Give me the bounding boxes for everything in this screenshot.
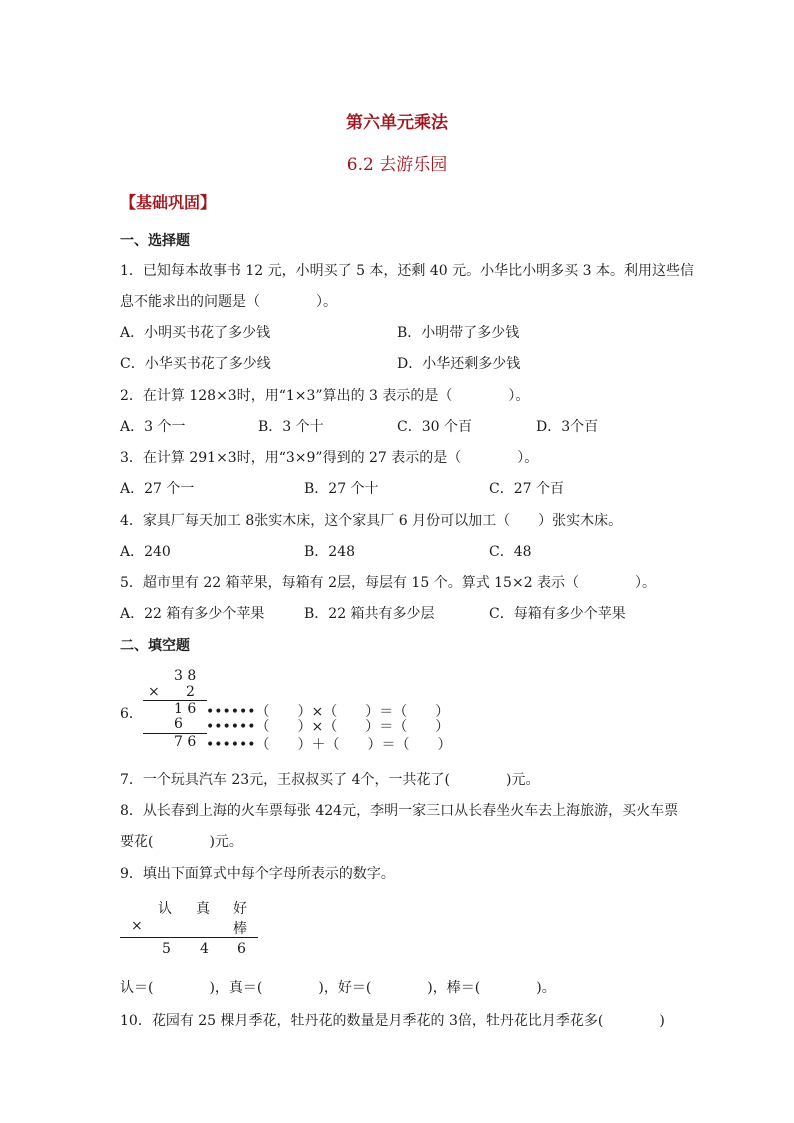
question-10: 10．花园有 25 棵月季花，牡丹花的数量是月季花的 3倍，牡丹花比月季花多( ) xyxy=(120,1013,665,1029)
digit-6: 6 xyxy=(237,941,246,957)
digit-5: 5 xyxy=(162,941,171,957)
option-c: C．小华买书花了多少线 xyxy=(120,356,271,372)
option-a: A．小明买书花了多少钱 xyxy=(120,325,271,341)
char-hao: 好 xyxy=(233,901,247,917)
question-7: 7．一个玩具汽车 23元，王叔叔买了 4个，一共花了( )元。 xyxy=(120,772,540,788)
option-a: A．22 箱有多少个苹果 xyxy=(120,606,265,622)
section-tag: 【基础巩固】 xyxy=(120,193,217,212)
option-a: A．240 xyxy=(120,544,171,560)
option-b: B．248 xyxy=(304,544,356,560)
times-sign: × xyxy=(131,918,143,934)
blank-line-3: ••••••（ ）＋（ ）＝（ ） xyxy=(206,737,452,753)
question-text: 8．从长春到上海的火车票每张 424元，李明一家三口从长春坐火车去上海旅游，买火车票 xyxy=(120,803,679,819)
page-subtitle: 6.2 去游乐园 xyxy=(346,155,448,175)
question-text: 1．已知每本故事书 12 元，小明买了 5 本，还剩 40 元。小华比小明多买 3 本。利用这些信 xyxy=(120,263,694,279)
option-b: B．27 个十 xyxy=(304,481,379,497)
partial-product-2: 6 xyxy=(174,716,183,732)
product: 7 6 xyxy=(174,734,197,750)
blank-line-2: ••••••（ ）×（ ）＝（ ） xyxy=(206,719,450,735)
char-ren: 认 xyxy=(158,901,172,917)
option-b: B．22 箱共有多少层 xyxy=(304,606,435,622)
multiplier: 2 xyxy=(186,684,195,700)
multiplicand: 3 8 xyxy=(174,668,197,684)
option-b: B．3 个十 xyxy=(258,419,324,435)
option-a: A．3 个一 xyxy=(120,419,186,435)
option-d: D．小华还剩多少钱 xyxy=(397,356,521,372)
times-sign: × xyxy=(148,684,160,700)
digit-4: 4 xyxy=(200,941,209,957)
question-text: 息不能求出的问题是（ ）。 xyxy=(120,294,337,310)
question-text: 9．填出下面算式中每个字母所表示的数字。 xyxy=(120,866,395,882)
question-number: 6． xyxy=(120,706,143,722)
rule-line xyxy=(120,937,258,938)
page-title: 第六单元乘法 xyxy=(346,113,448,133)
char-bang: 棒 xyxy=(233,921,247,937)
option-c: C．30 个百 xyxy=(397,419,472,435)
part1-heading: 一、选择题 xyxy=(120,233,190,249)
blank-line-1: ••••••（ ）×（ ）＝（ ） xyxy=(206,704,450,720)
question-text: 要花( )元。 xyxy=(120,834,243,850)
question-text: 3．在计算 291×3时，用“3×9”得到的 27 表示的是（ ）。 xyxy=(120,450,539,466)
answer-blanks: 认＝( )，真＝( )，好＝( )，棒＝( )。 xyxy=(120,980,556,996)
part2-heading: 二、填空题 xyxy=(120,638,190,654)
question-text: 4．家具厂每天加工 8张实木床，这个家具厂 6 月份可以加工（ ）张实木床。 xyxy=(120,513,623,529)
option-b: B．小明带了多少钱 xyxy=(397,325,520,341)
option-c: C．48 xyxy=(489,544,532,560)
option-c: C．27 个百 xyxy=(489,481,564,497)
option-c: C．每箱有多少个苹果 xyxy=(489,606,626,622)
option-d: D．3个百 xyxy=(536,419,599,435)
question-text: 2．在计算 128×3时，用“1×3”算出的 3 表示的是（ ）。 xyxy=(120,388,530,404)
char-zhen: 真 xyxy=(196,901,210,917)
partial-product-1: 1 6 xyxy=(174,701,197,717)
question-text: 5．超市里有 22 箱苹果，每箱有 2层，每层有 15 个。算式 15×2 表示（ ）。 xyxy=(120,575,657,591)
option-a: A．27 个一 xyxy=(120,481,195,497)
